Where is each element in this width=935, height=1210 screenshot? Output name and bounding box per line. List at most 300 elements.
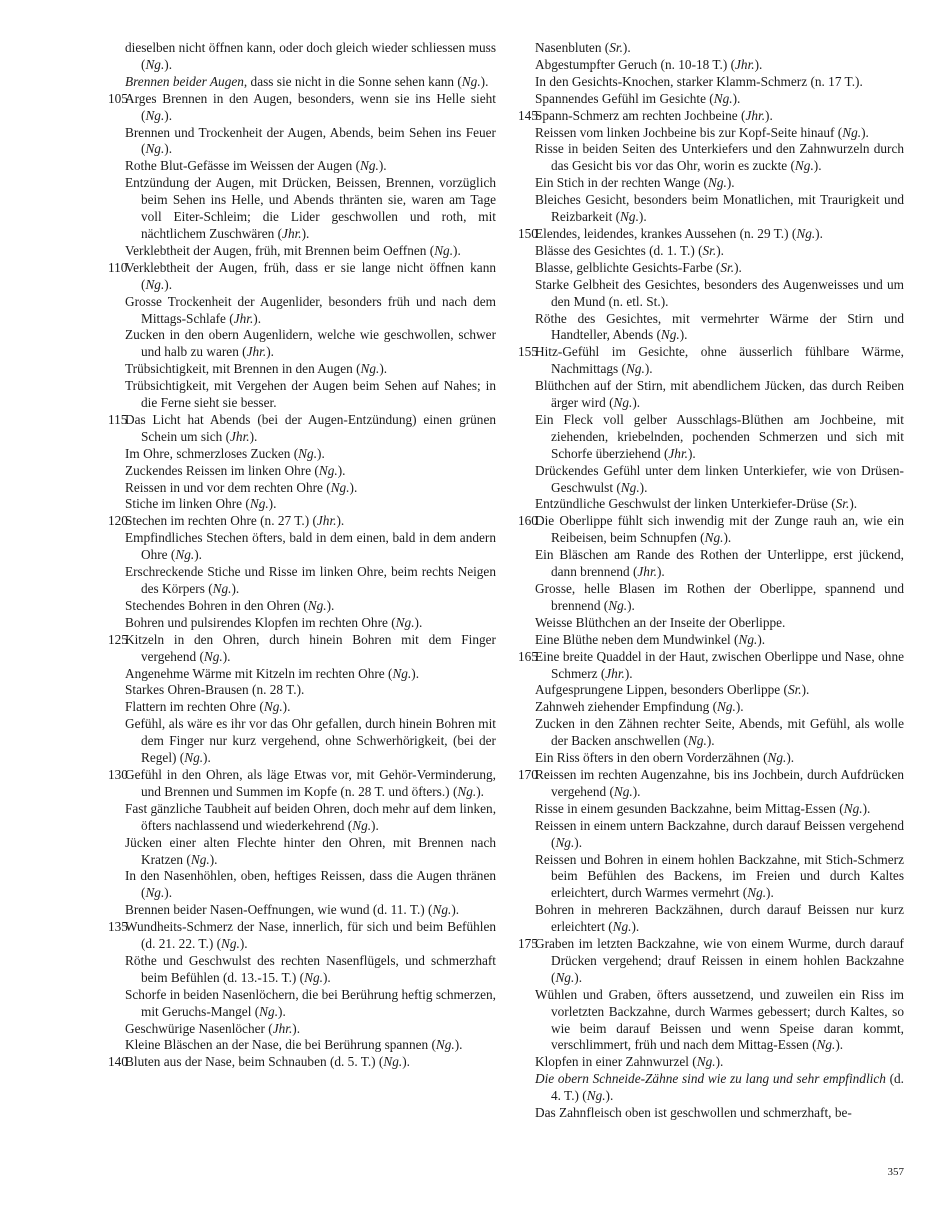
entry-text: ). — [622, 40, 631, 55]
symptom-entry — [518, 649, 904, 683]
italic-text: Ng. — [457, 783, 477, 799]
italic-text: Ng. — [203, 648, 223, 664]
entry-text: In den Gesichts-Knochen, starker Klamm-Schmerz (n. 17 T.). — [535, 73, 863, 89]
entry-text: ). — [638, 209, 647, 225]
entry-text: Abgestumpfter Geruch (n. 10-18 T.) ( — [535, 56, 736, 72]
entry-text: Bohren und pulsirendes Klopfen im rechten Ohre ( — [125, 614, 396, 630]
symptom-entry — [108, 243, 496, 260]
entry-text: ). — [454, 1037, 463, 1053]
entry-text: ). — [378, 158, 387, 174]
italic-text: Ng. — [145, 56, 165, 72]
italic-text: Ng. — [145, 276, 165, 292]
entry-text: Nasenbluten ( — [535, 40, 610, 55]
symptom-entry — [518, 40, 904, 57]
entry-number: 115 — [108, 411, 128, 427]
entry-text: Blasse, gelblichte Gesichts-Farbe ( — [535, 259, 721, 275]
symptom-entry — [518, 344, 904, 378]
entry-text: (d. 4. T.) ( — [551, 1071, 904, 1104]
italic-text: Ng. — [707, 175, 727, 191]
symptom-entry — [108, 632, 496, 666]
entry-text: ). — [757, 631, 766, 647]
symptom-entry — [108, 513, 496, 530]
entry-text: Reissen in einem untern Backzahne, durch darauf Beissen vergehend ( — [535, 817, 904, 850]
italic-text: Ng. — [259, 1003, 279, 1019]
symptom-entry — [108, 598, 496, 615]
italic-text: Ng. — [613, 395, 633, 411]
entry-text: ). — [249, 428, 258, 444]
italic-text: Jhr. — [282, 225, 302, 241]
symptom-entry — [518, 141, 904, 175]
entry-number: 135 — [108, 919, 128, 935]
symptom-entry — [518, 852, 904, 903]
entry-text: ). — [715, 1054, 724, 1070]
symptom-entry — [108, 361, 496, 378]
entry-text: Zahnweh ziehender Empfindung ( — [535, 699, 718, 715]
italic-text: Jhr. — [246, 344, 267, 360]
entry-text: ). — [574, 969, 583, 985]
entry-text: ). — [379, 361, 388, 377]
italic-text: Ng. — [190, 851, 210, 867]
symptom-entry — [518, 513, 904, 547]
entry-text: ). — [679, 327, 688, 343]
entry-text: Empfindliches Stechen öfters, bald in dem einen, bald in dem andern Ohre ( — [125, 530, 496, 563]
entry-text: ). — [209, 851, 218, 867]
entry-text: ). — [453, 242, 461, 258]
symptom-entry — [108, 953, 496, 987]
italic-text: Ng. — [555, 834, 575, 850]
italic-text: Ng. — [330, 479, 350, 495]
entry-number: 150 — [518, 225, 538, 241]
entry-text: Gefühl, als wäre es ihr vor das Ohr gefallen, durch hinein Bohren mit dem Finger nur kurz vergehend, ohne Schwerhörigkeit, (bei der Regel) ( — [125, 716, 496, 766]
entry-text: Röthe und Geschwulst des rechten Nasenflügels, und schmerzhaft beim Befühlen (d. 13.-15. T.) ( — [125, 952, 496, 985]
entry-number: 145 — [518, 107, 538, 123]
symptom-entry — [108, 74, 496, 91]
italic-text: Sr. — [787, 682, 802, 698]
italic-text: Ng. — [843, 800, 863, 816]
symptom-entry — [518, 311, 904, 345]
italic-text: Ng. — [392, 665, 412, 681]
italic-text: Jhr. — [605, 665, 625, 681]
entry-text: Rothe Blut-Gefässe im Weissen der Augen ( — [125, 158, 361, 174]
entry-text: ). — [624, 665, 633, 681]
italic-text: Ng. — [249, 496, 269, 512]
italic-text: Sr. — [835, 496, 850, 512]
symptom-entry — [518, 378, 904, 412]
symptom-entry — [518, 547, 904, 581]
symptom-entry — [108, 496, 496, 513]
entry-text: Graben im letzten Backzahne, wie von einem Wurme, durch darauf Drücken vergehend; drauf Reissen in einem hohlen Backzahne ( — [535, 936, 904, 985]
entry-text: ). — [164, 276, 173, 292]
entry-text: Kitzeln in den Ohren, durch hinein Bohren mit dem Finger vergehend ( — [125, 631, 496, 664]
italic-text: Ng. — [395, 614, 415, 630]
symptom-entry — [108, 294, 496, 328]
italic-text: Sr. — [720, 259, 735, 275]
entry-text: Entzündung der Augen, mit Drücken, Beissen, Brennen, vorzüglich beim Sehen ins Helle, und Abends thränten sie, waren am Tage voll Eiter-Schleim; die Lider geschwollen und roth, mit nächtlichem Zuschwären ( — [125, 175, 496, 241]
symptom-entry — [108, 530, 496, 564]
entry-text: Drückendes Gefühl unter dem linken Unterkiefer, wie von Drüsen-Geschwulst ( — [535, 462, 904, 495]
italic-text: Ng. — [747, 885, 767, 901]
italic-text: Jhr. — [735, 56, 755, 72]
italic-text: Sr. — [609, 40, 623, 55]
entry-text: Flattern im rechten Ohre ( — [125, 699, 264, 715]
entry-text: ). — [203, 750, 211, 766]
entry-text: Weisse Blüthchen an der Inseite der Oberlippe. — [535, 614, 786, 630]
entry-text: Stechen im rechten Ohre (n. 27 T.) ( — [125, 513, 317, 529]
left-column — [108, 40, 496, 1071]
italic-text: Ng. — [620, 479, 640, 495]
symptom-entry — [518, 581, 904, 615]
symptom-entry — [518, 1071, 904, 1105]
italic-text: Ng. — [794, 158, 814, 174]
entry-text: ). — [639, 479, 648, 495]
entry-text: Klopfen in einer Zahnwurzel ( — [535, 1054, 697, 1070]
entry-number: 125 — [108, 631, 128, 647]
symptom-entry — [108, 463, 496, 480]
entry-number: 130 — [108, 766, 128, 782]
entry-text: Geschwürige Nasenlöcher ( — [125, 1020, 273, 1036]
entry-text: Ein Bläschen am Rande des Rothen der Unterlippe, erst jückend, dann brennend ( — [535, 547, 904, 580]
entry-text: ). — [734, 259, 742, 275]
italic-text: Ng. — [298, 445, 318, 461]
entry-text: Die Oberlippe fühlt sich inwendig mit der Zunge rauh an, wie ein Reibeisen, beim Schnupfen ( — [535, 513, 904, 546]
italic-text: Ng. — [796, 225, 816, 241]
symptom-entry — [108, 327, 496, 361]
symptom-entry — [518, 277, 904, 311]
entry-text: Ein Fleck voll gelber Ausschlags-Blüthen am Jochbeine, mit ziehenden, kriebelnden, pochenden Schmerzen und sich mit Schorfe überziehend ( — [535, 411, 904, 461]
entry-text: Reissen vom linken Jochbeine bis zur Kopf-Seite hinauf ( — [535, 124, 843, 140]
entry-text: Zucken in den obern Augenlidern, welche wie geschwollen, schwer und halb zu waren ( — [125, 327, 496, 360]
entry-text: ). — [754, 56, 763, 72]
entry-text: ). — [349, 479, 358, 495]
entry-text: Im Ohre, schmerzloses Zucken ( — [125, 445, 299, 461]
symptom-entry — [518, 192, 904, 226]
italic-text: Ng. — [687, 733, 707, 749]
symptom-entry — [108, 682, 496, 699]
symptom-entry — [108, 801, 496, 835]
entry-text: Reissen im rechten Augenzahne, bis ins Jochbein, durch Aufdrücken vergehend ( — [535, 766, 904, 799]
entry-text: ). — [801, 682, 810, 698]
italic-text: Ng. — [145, 885, 165, 901]
symptom-entry — [518, 716, 904, 750]
italic-text: Jhr. — [316, 513, 337, 529]
entry-text: ). — [253, 310, 262, 326]
italic-text: Ng. — [360, 361, 380, 377]
symptom-entry — [108, 480, 496, 497]
entry-text: Zuckendes Reissen im linken Ohre ( — [125, 462, 319, 478]
entry-number: 140 — [108, 1054, 128, 1070]
symptom-entry — [518, 57, 904, 74]
entry-text: Brennen beider Nasen-Oeffnungen, wie wund (d. 11. T.) ( — [125, 902, 433, 918]
right-column — [518, 40, 904, 1122]
entry-text: Erschreckende Stiche und Risse im linken Ohre, beim rechts Neigen des Körpers ( — [125, 564, 496, 596]
entry-text: ). — [222, 648, 231, 664]
symptom-entry — [518, 74, 904, 91]
entry-text: Blüthchen auf der Stirn, mit abendlichem Jücken, das durch Reiben ärger wird ( — [535, 378, 904, 411]
symptom-entry — [108, 158, 496, 175]
italic-text: Ng. — [612, 919, 632, 935]
entry-text: , dass sie nicht in die Sonne sehen kann ( — [243, 73, 462, 89]
symptom-entry — [108, 835, 496, 869]
symptom-entry — [108, 902, 496, 919]
entry-text: ). — [317, 445, 325, 461]
italic-text: Ng. — [620, 209, 639, 225]
entry-text: Reissen und Bohren in einem hohlen Backzahne, mit Stich-Schmerz beim Befühlen des Backens, im Freien und durch Kaltes erleichtert, durch Warmes vermehrt ( — [535, 851, 904, 901]
symptom-entry — [108, 666, 496, 683]
italic-text: Ng. — [738, 631, 758, 647]
italic-text: Ng. — [304, 969, 323, 985]
entry-text: ). — [726, 175, 735, 191]
entry-text: Gefühl in den Ohren, als läge Etwas vor, mit Gehör-Verminderung, und Brennen und Summen im Kopfe (n. 28 T. und öfters.) ( — [125, 766, 496, 799]
entry-text: Spannendes Gefühl im Gesichte ( — [535, 90, 714, 106]
entry-text: ). — [716, 242, 724, 258]
symptom-entry — [108, 1021, 496, 1038]
symptom-entry — [108, 1037, 496, 1054]
entry-text: Röthe des Gesichtes, mit vermehrter Wärme der Stirn und Handteller, Abends ( — [535, 310, 904, 343]
entry-text: Blässe des Gesichtes (d. 1. T.) ( — [535, 242, 703, 258]
page-number: 357 — [887, 1166, 904, 1178]
italic-text: Ng. — [145, 141, 165, 157]
entry-text: Das Licht hat Abends (bei der Augen-Entzündung) einen grünen Schein um sich ( — [125, 411, 496, 444]
symptom-entry — [108, 615, 496, 632]
italic-text: Jhr. — [668, 445, 688, 461]
entry-text: Trübsichtigkeit, mit Vergehen der Augen beim Sehen auf Nahes; in die Ferne sieht sie besser. — [125, 378, 496, 411]
entry-text: Eine breite Quaddel in der Haut, zwischen Oberlippe und Nase, ohne Schmerz ( — [535, 648, 904, 681]
symptom-entry — [518, 767, 904, 801]
italic-text: Ng. — [842, 124, 862, 140]
symptom-entry — [518, 818, 904, 852]
entry-text: ). — [337, 462, 346, 478]
entry-text: ). — [239, 936, 248, 952]
symptom-entry — [108, 987, 496, 1021]
italic-text: Sr. — [702, 242, 717, 258]
entry-text: Bleiches Gesicht, besonders beim Monatlichen, mit Traurigkeit und Reizbarkeit ( — [535, 192, 904, 225]
entry-text: ). — [231, 581, 240, 596]
entry-text: ). — [164, 885, 173, 901]
italic-text: Ng. — [816, 1037, 836, 1053]
entry-text: In den Nasenhöhlen, oben, heftiges Reissen, dass die Augen thränen ( — [125, 868, 496, 901]
entry-text: ). — [861, 124, 869, 140]
symptom-entry — [108, 125, 496, 159]
entry-text: ). — [326, 597, 335, 613]
entry-text: Elendes, leidendes, krankes Aussehen (n. 29 T.) ( — [535, 225, 797, 241]
italic-text: Ng. — [383, 1054, 403, 1070]
entry-text: ). — [336, 513, 345, 529]
symptom-entry — [518, 699, 904, 716]
entry-text: ). — [835, 1037, 844, 1053]
symptom-entry — [108, 1054, 496, 1071]
entry-text: ). — [631, 919, 640, 935]
symptom-entry — [518, 902, 904, 936]
entry-text: Starke Gelbheit des Gesichtes, besonders des Augenweisses und um den Mund (n. etl. St.). — [535, 276, 904, 309]
entry-text: ). — [656, 564, 665, 580]
italic-text: Ng. — [461, 73, 481, 89]
entry-text: Stechendes Bohren in den Ohren ( — [125, 597, 308, 613]
symptom-entry — [518, 260, 904, 277]
entry-text: ). — [732, 90, 741, 106]
italic-text: Ng. — [184, 750, 204, 766]
entry-number: 165 — [518, 648, 538, 664]
symptom-entry — [108, 699, 496, 716]
italic-text: Jhr. — [233, 310, 254, 326]
entry-text: ). — [480, 73, 489, 89]
symptom-entry — [518, 412, 904, 463]
symptom-entry — [518, 682, 904, 699]
italic-text: Jhr. — [637, 564, 657, 580]
symptom-entry — [108, 175, 496, 243]
entry-text: ). — [849, 496, 858, 512]
entry-text: Trübsichtigkeit, mit Brennen in den Augen ( — [125, 361, 361, 377]
italic-text: Ng. — [432, 902, 452, 918]
italic-text: Ng. — [586, 1088, 606, 1104]
entry-text: Spann-Schmerz am rechten Jochbeine ( — [535, 107, 746, 123]
italic-text: Ng. — [660, 327, 680, 343]
symptom-entry — [518, 226, 904, 243]
entry-text: Verklebtheit der Augen, früh, mit Brennen beim Oeffnen ( — [125, 242, 435, 258]
entry-text: ). — [451, 902, 460, 918]
entry-text: ). — [815, 225, 823, 241]
symptom-entry — [518, 1105, 904, 1122]
italic-text: Ng. — [145, 107, 165, 123]
entry-text: ). — [627, 597, 635, 613]
entry-text: ). — [164, 141, 173, 157]
entry-text: ). — [605, 1088, 614, 1104]
entry-text: Wundheits-Schmerz der Nase, innerlich, für sich und beim Befühlen (d. 21. 22. T.) ( — [125, 919, 496, 952]
entry-text: Jücken einer alten Flechte hinter den Ohren, mit Brennen nach Kratzen ( — [125, 834, 496, 867]
italic-text: Jhr. — [745, 107, 766, 123]
entry-text: ). — [278, 1003, 286, 1019]
symptom-entry — [518, 243, 904, 260]
entry-text: ). — [862, 800, 871, 816]
entry-text: ). — [813, 158, 822, 174]
entry-text: Ein Riss öfters in den obern Vorderzähnen ( — [535, 750, 768, 766]
italic-text: Ng. — [717, 699, 736, 715]
symptom-entry — [518, 125, 904, 142]
symptom-entry — [108, 260, 496, 294]
symptom-entry — [108, 716, 496, 767]
entry-text: ). — [632, 783, 641, 799]
entry-number: 170 — [518, 766, 538, 782]
entry-text: ). — [766, 885, 774, 901]
italic-text: Ng. — [435, 1037, 455, 1053]
symptom-entry — [108, 378, 496, 412]
entry-text: Risse in einem gesunden Backzahne, beim Mittag-Essen ( — [535, 800, 844, 816]
entry-text: Das Zahnfleisch oben ist geschwollen und schmerzhaft, be- — [535, 1105, 852, 1121]
italic-text: Ng. — [625, 361, 645, 377]
symptom-entry — [518, 175, 904, 192]
entry-text: Hitz-Gefühl im Gesichte, ohne äusserlich fühlbare Wärme, Nachmittags ( — [535, 344, 904, 377]
symptom-entry — [108, 919, 496, 953]
entry-text: Zucken in den Zähnen rechter Seite, Abends, mit Gefühl, als wolle der Backen anschwellen ( — [535, 716, 904, 749]
entry-text: Ein Stich in der rechten Wange ( — [535, 175, 708, 191]
entry-number: 160 — [518, 513, 538, 529]
entry-text: ). — [194, 547, 202, 563]
entry-text: ). — [164, 107, 173, 123]
entry-text: Bohren in mehreren Backzähnen, durch darauf Beissen nur kurz erleichtert ( — [535, 902, 904, 935]
symptom-entry — [518, 108, 904, 125]
entry-text: Bluten aus der Nase, beim Schnauben (d. 5. T.) ( — [125, 1054, 384, 1070]
symptom-entry — [108, 40, 496, 74]
italic-text: Jhr. — [230, 428, 250, 444]
symptom-entry — [518, 987, 904, 1055]
italic-text: Ng. — [613, 783, 633, 799]
italic-text: Ng. — [704, 530, 724, 546]
italic-text: Ng. — [555, 969, 575, 985]
symptom-entry — [518, 91, 904, 108]
symptom-entry — [518, 936, 904, 987]
entry-text: ). — [644, 361, 653, 377]
entry-text: Fast gänzliche Taubheit auf beiden Ohren, doch mehr auf dem linken, öfters nachlassend und wiederkehrend ( — [125, 800, 497, 833]
entry-number: 155 — [518, 344, 538, 360]
entry-text: Aufgesprungene Lippen, besonders Oberlippe ( — [535, 682, 788, 698]
entry-text: ). — [765, 107, 773, 123]
symptom-entry — [518, 1054, 904, 1071]
entry-text: Risse in beiden Seiten des Unterkiefers und den Zahnwurzeln durch das Gesicht bis vor das Ohr, worin es zuckte ( — [535, 141, 904, 174]
entry-text: Entzündliche Geschwulst der linken Unterkiefer-Drüse ( — [535, 496, 836, 512]
italic-text: Ng. — [352, 817, 372, 833]
italic-text: Ng. — [307, 597, 327, 613]
symptom-entry — [518, 750, 904, 767]
entry-text: Reissen in und vor dem rechten Ohre ( — [125, 479, 331, 495]
entry-text: dieselben nicht öffnen kann, oder doch gleich wieder schliessen muss ( — [125, 40, 496, 72]
entry-text: ). — [268, 496, 277, 512]
entry-text: Starkes Ohren-Brausen (n. 28 T.). — [125, 682, 305, 698]
symptom-entry — [518, 496, 904, 513]
entry-text: Verklebtheit der Augen, früh, dass er sie lange nicht öffnen kann ( — [125, 259, 496, 292]
symptom-entry — [108, 767, 496, 801]
symptom-entry — [518, 463, 904, 497]
italic-text: Ng. — [696, 1054, 716, 1070]
italic-text: Ng. — [360, 158, 379, 174]
entry-text: ). — [414, 614, 423, 630]
entry-text: Grosse, helle Blasen im Rothen der Oberlippe, spannend und brennend ( — [535, 581, 904, 613]
symptom-entry — [108, 868, 496, 902]
entry-text: Angenehme Wärme mit Kitzeln im rechten Ohre ( — [125, 665, 393, 681]
entry-text: ). — [282, 699, 291, 715]
entry-text: ). — [292, 1020, 301, 1036]
entry-text: Schorfe in beiden Nasenlöchern, die bei Berührung heftig schmerzen, mit Geruchs-Mangel ( — [125, 986, 496, 1019]
entry-text: ). — [706, 733, 715, 749]
entry-number: 120 — [108, 513, 128, 529]
entry-text: ). — [574, 834, 583, 850]
italic-text: Brennen beider Augen — [125, 73, 244, 89]
entry-text: Brennen und Trockenheit der Augen, Abends, beim Sehen ins Feuer ( — [125, 124, 496, 157]
symptom-entry — [108, 412, 496, 446]
italic-text: Jhr. — [272, 1020, 293, 1036]
italic-text: Die obern Schneide-Zähne sind wie zu lang und sehr empfindlich — [535, 1071, 886, 1087]
entry-text: ). — [402, 1054, 410, 1070]
entry-text: ). — [164, 56, 173, 72]
entry-text: Grosse Trockenheit der Augenlider, besonders früh und nach dem Mittags-Schlafe ( — [125, 293, 496, 326]
italic-text: Ng. — [434, 242, 454, 258]
entry-text: ). — [266, 344, 274, 360]
entry-text: ). — [476, 783, 484, 799]
entry-number: 110 — [108, 259, 128, 275]
italic-text: Ng. — [263, 699, 283, 715]
symptom-entry — [108, 91, 496, 125]
italic-text: Ng. — [608, 597, 628, 613]
entry-text: ). — [322, 969, 331, 985]
entry-text: ). — [786, 750, 795, 766]
symptom-entry — [518, 801, 904, 818]
italic-text: Ng. — [767, 750, 787, 766]
italic-text: Ng. — [175, 547, 195, 563]
entry-text: ). — [735, 699, 744, 715]
entry-text: ). — [411, 665, 420, 681]
entry-text: Wühlen und Graben, öfters aussetzend, und zuweilen ein Riss im vorletzten Backzahne, durch Warmes gebessert; durch Kaltes, so wie beim darauf Beissen und wenn Speise daran kommt, verschlimmert, früh und nach dem Mittag-Essen ( — [535, 986, 904, 1053]
italic-text: Ng. — [318, 462, 338, 478]
italic-text: Ng. — [212, 581, 232, 596]
entry-text: ). — [301, 225, 310, 241]
